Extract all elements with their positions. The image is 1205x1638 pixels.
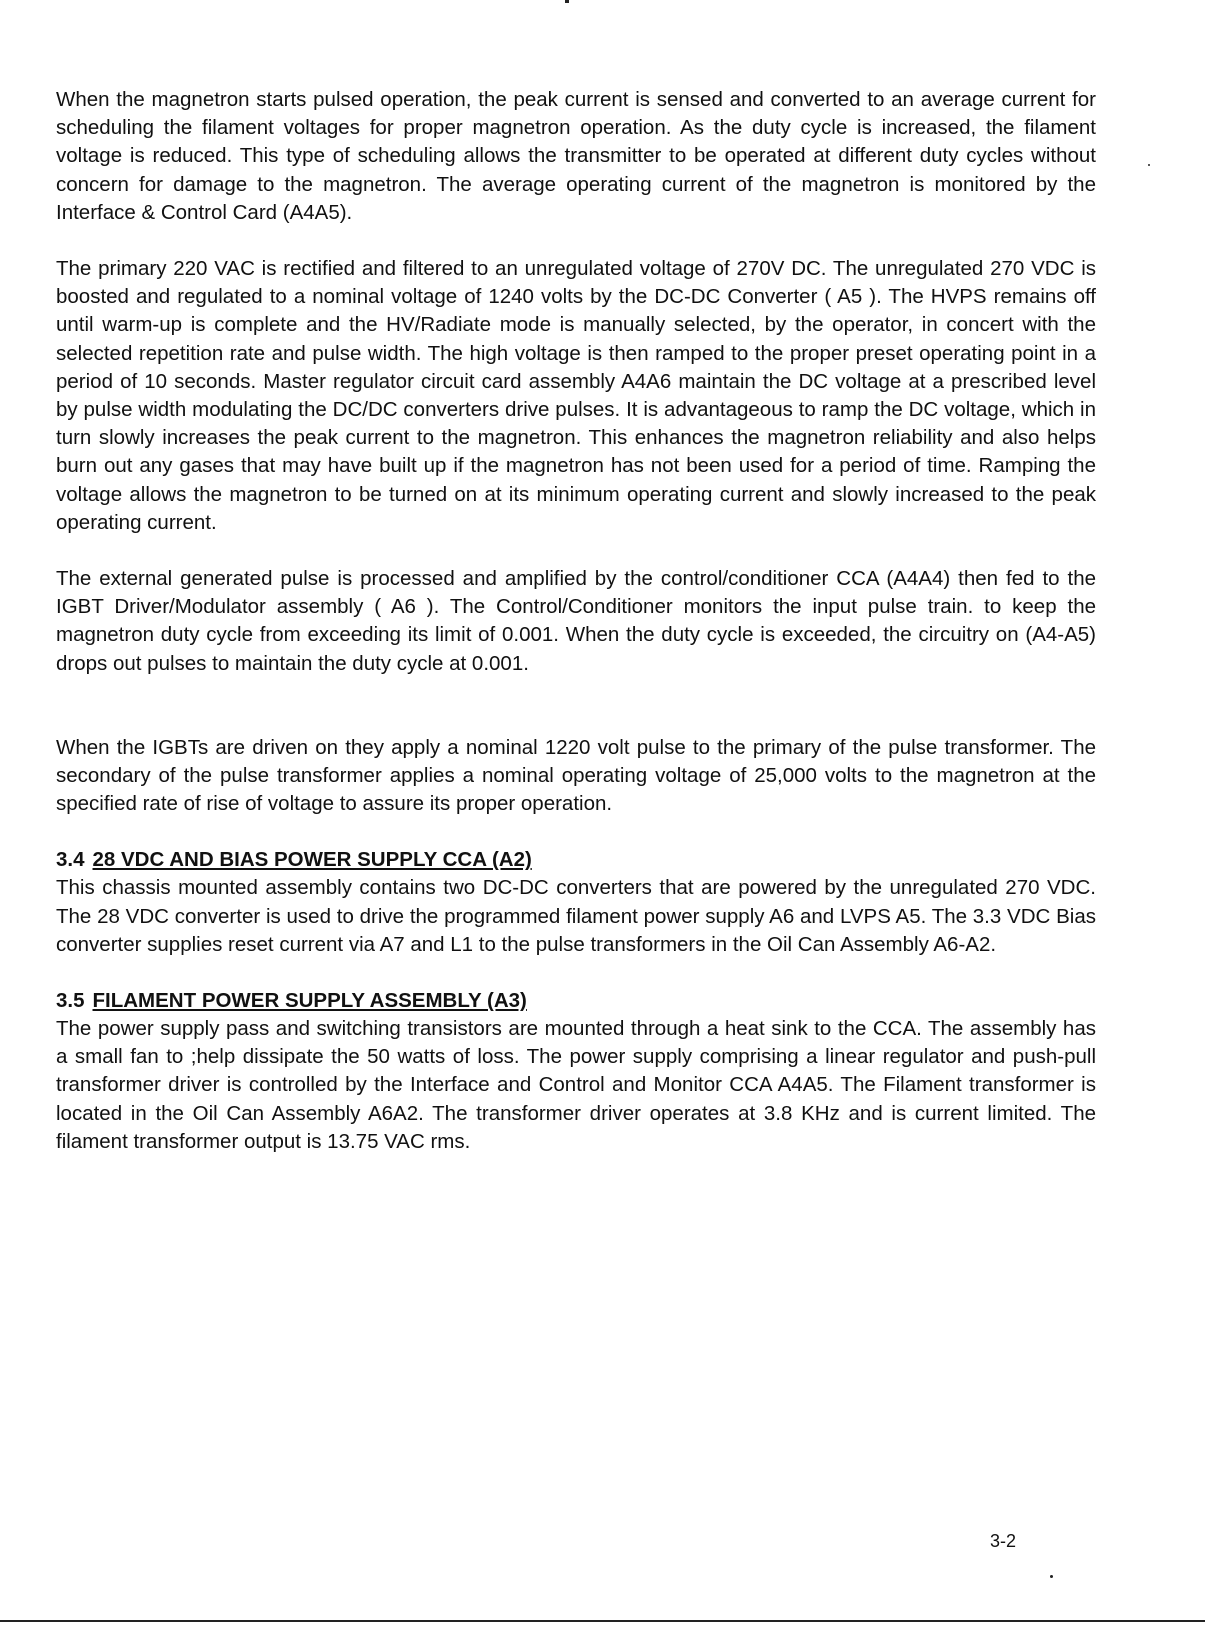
section-title: FILAMENT POWER SUPPLY ASSEMBLY (A3): [92, 989, 527, 1013]
section-3-5: [56, 987, 1096, 1156]
section-heading: [56, 846, 1096, 874]
paragraph-igbt-driven: When the IGBTs are driven on they apply a nominal 1220 volt pulse to the primary of the pulse transformer. The secondary of the pulse transformer applies a nominal operating voltage of 25,000 volts to the magnetron at the specified rate of rise of voltage to assure its proper operation.: [56, 735, 1096, 816]
page-content: [56, 86, 1096, 1156]
scan-speck: [1148, 164, 1150, 166]
scan-speck: [1050, 1575, 1053, 1578]
section-number: 3.4: [56, 848, 85, 872]
section-body: This chassis mounted assembly contains two DC-DC converters that are powered by the unregulated 270 VDC. The 28 VDC converter is used to drive the programmed filament power supply A6 and LVPS A5. The 3.3 VDC Bias converter supplies reset current via A7 and L1 to the pulse transformers in the Oil Can Assembly A6-A2.: [56, 876, 1096, 956]
section-heading: [56, 987, 1096, 1015]
section-number: 3.5: [56, 989, 85, 1013]
paragraph-external-pulse: The external generated pulse is processed and amplified by the control/conditioner CCA (A4A4) then fed to the IGBT Driver/Modulator assembly ( A6 ). The Control/Conditioner monitors the input pulse train. to keep the magnetron duty cycle from exceeding its limit of 0.001. When the duty cycle is exceeded, the circuitry on (A4-A5) drops out pulses to maintain the duty cycle at 0.001.: [56, 567, 1096, 675]
section-3-4: [56, 846, 1096, 959]
scan-mark: [565, 0, 569, 3]
page-number: 3-2: [990, 1531, 1017, 1551]
paragraph-primary-vac: The primary 220 VAC is rectified and filtered to an unregulated voltage of 270V DC. The unregulated 270 VDC is boosted and regulated to a nominal voltage of 1240 volts by the DC-DC Converter ( A5 ). The HVPS remains off until warm-up is complete and the HV/Radiate mode is manually selected, by the operator, in concert with the selected repetition rate and pulse width. The high voltage is then ramped to the proper preset operating point in a period of 10 seconds. Master regulator circuit card assembly A4A6 maintain the DC voltage at a prescribed level by pulse width modulating the DC/DC converters drive pulses. It is advantageous to ramp the DC voltage, which in turn slowly increases the peak current to the magnetron. This enhances the magnetron reliability and also helps burn out any gases that may have built up if the magnetron has not been used for a period of time. Ramping the voltage allows the magnetron to be turned on at its minimum operating current and slowly increased to the peak operating current.: [56, 257, 1096, 534]
section-body: The power supply pass and switching transistors are mounted through a heat sink to the CCA. The assembly has a small fan to ;help dissipate the 50 watts of loss. The power supply comprising a linear regulator and push-pull transformer driver is controlled by the Interface and Control and Monitor CCA A4A5. The Filament transformer is located in the Oil Can Assembly A6A2. The transformer driver operates at 3.8 KHz and is current limited. The filament transformer output is 13.75 VAC rms.: [56, 1017, 1096, 1153]
section-title: 28 VDC AND BIAS POWER SUPPLY CCA (A2): [92, 848, 532, 872]
paragraph-magnetron-pulsed-operation: When the magnetron starts pulsed operation, the peak current is sensed and converted to an average current for scheduling the filament voltages for proper magnetron operation. As the duty cycle is increased, the filament voltage is reduced. This type of scheduling allows the transmitter to be operated at different duty cycles without concern for damage to the magnetron. The average operating current of the magnetron is monitored by the Interface & Control Card (A4A5).: [56, 88, 1096, 224]
bottom-rule: [0, 1620, 1205, 1622]
